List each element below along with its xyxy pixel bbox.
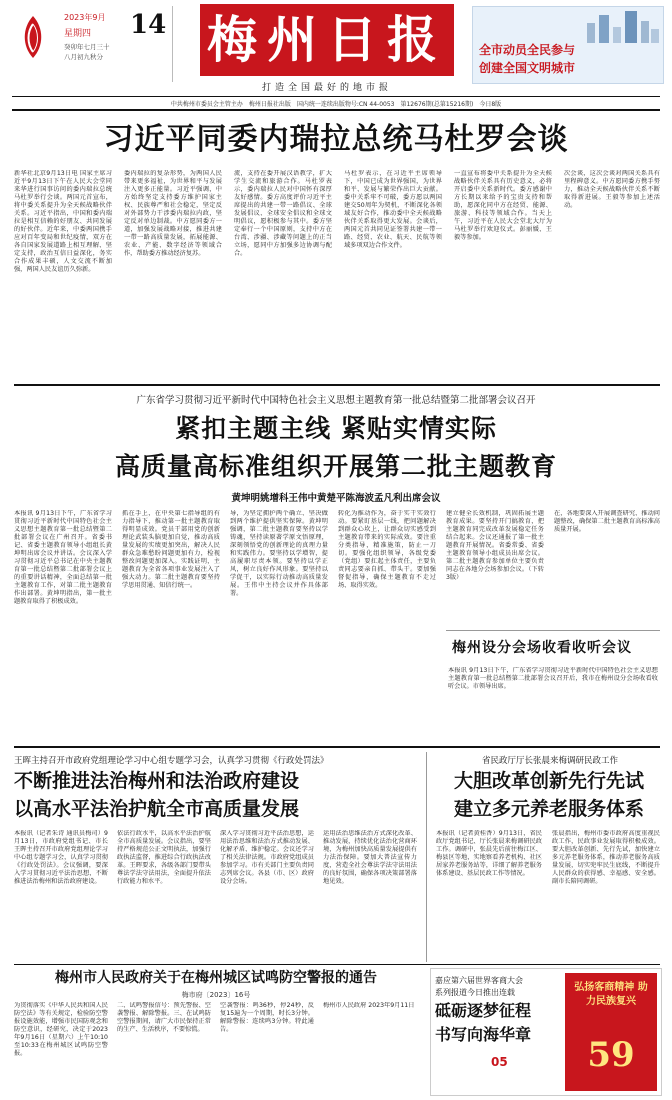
feature-headline-1: 紧扣主题主线 紧贴实情实际 — [175, 414, 497, 443]
hakka-promo-line-3: 砥砺逐梦征程 — [435, 1001, 532, 1020]
elderly-kicker: 省民政厅厅长张晨来梅调研民政工作 — [481, 756, 618, 766]
lead-column: 次会谈，这次会谈对两国关系具有里程碑意义。中方愿同委方携手努力，推动全天候战略伙伴关系不断取得新进展。王毅等参加上述活动。 — [564, 170, 660, 209]
elderly-headline-1: 大胆改革创新先行先试 — [453, 770, 644, 792]
sub-story-headline: 梅州设分会场收看收听会议 — [452, 640, 632, 656]
lead-headline: 习近平同委内瑞拉总统马杜罗会谈 — [103, 122, 569, 157]
notice-doc-number: 梅市府〔2023〕16号 — [181, 991, 251, 999]
feature-column: 导，为坚定拥护两个确立、坚决做到两个维护提供坚实保障。黄坤明强调，第二批主题教育要坚持以学铸魂，坚持读原著学原文悟原理，深刻领悟党的创新理论的真理力量和实践伟力。要坚持以学增智，提高履职尽责本领。要坚持以学正风，树立良好作风形象。要坚持以学促干，以实际行动推动高质量发展。王伟中主持会议并作具体部署。 — [230, 510, 328, 597]
civilization-promo — [472, 6, 664, 84]
badge-text: 弘扬客商精神 助力民族复兴 — [574, 982, 648, 1007]
promo-line-1: 全市动员全民参与 — [479, 43, 576, 57]
notice-headline: 梅州市人民政府关于在梅州城区试鸣防空警报的通告 — [55, 970, 377, 986]
lead-column: 流，支持在委开展汉语教学，扩大学生交流和旅游合作。马杜罗表示，委内瑞拉人民对中国怀有深厚友好感情。委方高度评价习近平主席提出的共建一带一路倡议、全球发展倡议、全球安全倡议和全球文明倡议，愿积极参与其中。委方坚定奉行一个中国原则，支持中方在台湾、涉疆、涉藏等问题上的正当立场，愿同中方加强多边协调与配合。 — [234, 170, 332, 257]
newspaper-title: 梅州日报 — [207, 10, 447, 69]
page-number: 14 — [130, 10, 167, 40]
hakka-badge — [565, 973, 657, 1091]
lunar-date: 癸卯年七月三十 — [64, 43, 110, 51]
elderly-column: 本报讯（记者黄桂香）9月13日，省民政厅党组书记、厅长张晨来梅调研民政工作。调研中，张晨先后前往梅江区、梅县区等地，实地察看养老机构、社区居家养老服务站等，详细了解养老服务体系建设、基层民政工作等情况。 — [436, 830, 542, 877]
promo-line-2: 创建全国文明城市 — [479, 61, 576, 75]
logo-emblem — [16, 12, 50, 62]
legal-column: 深入学习贯彻习近平法治思想，运用法治思维和法治方式推动发展、化解矛盾、维护稳定。会议还学习了相关法律法规。市政府党组成员参加学习。市有关部门主要负责同志列席会议。各县（市、区）政府设分会场。 — [220, 830, 314, 885]
feature-subhead: 黄坤明姚增科王伟中黄楚平陈海波孟凡利出席会议 — [231, 493, 441, 504]
slogan: 打造全国最好的地市报 — [261, 83, 392, 93]
feature-article — [14, 510, 660, 740]
notice-column: 空袭警报：鸣36秒，停24秒，反复15遍为一个周期，时长3分钟。解除警报：连续鸣3分钟。特此通告。 — [220, 1002, 314, 1033]
notice-column: 二、试鸣警报信号：预先警报、空袭警报、解除警报。三、在试鸣防空警报期间，请广大市民保持正常的生产、生活秩序，不要惊慌。 — [117, 1002, 211, 1033]
legal-headline-1: 不断推进法治梅州和法治政府建设 — [14, 770, 300, 792]
legal-column: 运用法治思维法治方式深化改革、推动发展，持续优化法治化营商环境，为梅州加快高质量发展提供有力法治保障。要加大普法宣传力度，营造全社会尊法学法守法用法的良好氛围，确保各项决策部署落地见效。 — [323, 830, 417, 885]
badge-number: 59 — [587, 1035, 635, 1075]
hakka-promo — [430, 968, 662, 1096]
lead-article — [14, 170, 660, 374]
feature-kicker: 广东省学习贯彻习近平新时代中国特色社会主义思想主题教育第一批总结暨第二批部署会议召开 — [136, 395, 536, 406]
hakka-promo-line-4: 书写向海华章 — [435, 1025, 532, 1044]
lead-column: 马杜罗表示，在习近平主席领导下，中国已成为世界强国，为世界和平、发展与繁荣作出巨大贡献。委中关系牢不可破，委方愿以两国建交50周年为契机，不断深化各领域友好合作，推动委中全天候战略伙伴关系取得更大发展。会谈后，两国元首共同见证签署共建一带一路、经贸、农业、航天、民航等领域多项双边合作文件。 — [344, 170, 442, 249]
city-skyline-icon — [583, 9, 661, 43]
hakka-promo-line-1: 嘉应第六届世界客商大会 — [435, 976, 523, 985]
sub-story-box — [446, 630, 660, 741]
legal-article — [14, 830, 418, 960]
notice-column: 为贯彻落实《中华人民共和国人民防空法》等有关规定，检验防空警报设施效能，增强市民国防观念和防空意识，经研究，决定于2023年9月16日（星期六）上午10:10至10:33在梅州城区试鸣防空警报。 — [14, 1002, 108, 1057]
feature-column: 抓在手上，在中央第七指导组的有力指导下，推动第一批主题教育取得明显成效。党员干部用党的创新理论武装头脑更加自觉，推动高质量发展的实绩更加突出，解决人民群众急难愁盼问题更加有力，检视整改问题更加深入。实践证明，主题教育为全省各项事业发展注入了强大动力。第二批主题教育要坚持学思用贯通、知信行统一。 — [122, 510, 220, 589]
sub-story-text: 本报讯 9月13日下午，广东省学习贯彻习近平新时代中国特色社会主义思想主题教育第一批总结暨第二批部署会议召开后，我市在梅州设分会场收看收听会议。市领导出席。 — [448, 667, 658, 690]
feature-column: 转化为推动作为，奋于实干实效行动。要紧盯基层一线，把问题解决到群众心坎上，让群众切实感受到主题教育带来的实际成效。要注重分类指导，精准施策，防止一刀切。要强化组织领导，各级党委（党组）要扛起主体责任，主要负责同志要亲自抓、带头干。要加强督促指导，确保主题教育不走过场、取得实效。 — [338, 510, 436, 589]
legal-kicker: 王晖主持召开市政府党组理论学习中心组专题学习会，认真学习贯彻《行政处罚法》 — [14, 756, 329, 766]
lead-column: 新华社北京9月13日电 国家主席习近平9月13日下午在人民大会堂同来华进行国事访问的委内瑞拉总统马杜罗举行会谈。两国元首宣布，将中委关系提升为全天候战略伙伴关系。习近平指出，中国和委内瑞拉是相互信赖的好朋友、共同发展的好伙伴。近年来，中委两国携手应对百年变局和世纪疫情，双方在各自国家发展道路上相互理解、坚定支持，政治互信日益深化，务实合作成果丰硕，人文交流不断加强，两国人民友谊历久弥新。 — [14, 170, 112, 273]
masthead-info: 中共梅州市委员会主管主办 梅州日报社出版 国内统一连续出版物号:CN 44-0053 第12676期(总第15216期) 今日8版 — [170, 101, 502, 108]
masthead — [0, 0, 672, 112]
elderly-column: 张晨指出，梅州市委市政府高度重视民政工作，民政事业发展取得积极成效。要大胆改革创新、先行先试，加快建立多元养老服务体系，推动养老服务高质量发展，切实兜牢民生底线，不断提升人民群众的获得感、幸福感、安全感。副市长陪同调研。 — [552, 830, 660, 885]
hakka-promo-line-2: 系列报道今日推出连载 — [435, 988, 515, 997]
newspaper-title-box — [200, 4, 454, 76]
lunar-date-2: 八月初九秋分 — [64, 53, 103, 61]
feature-column: 建立健全长效机制，巩固拓展主题教育成果。要坚持开门搞教育，把主题教育同完成改革发展稳定任务结合起来。会议还通报了第一批主题教育开展情况。省委常委、省委主题教育领导小组成员出席会议。第二批主题教育参加单位主要负责同志在各地分会场参加会议。（下转3版） — [446, 510, 544, 581]
feature-column: 在，各地要深入开展调查研究、推动问题整改，确保第二批主题教育高标准高质量开展。 — [554, 510, 660, 533]
notice-column: 梅州市人民政府 2023年9月11日 — [323, 1002, 415, 1009]
lead-column: 委内瑞拉的复杂形势，为两国人民带来更多福祉，为世界和平与发展注入更多正能量。习近平强调，中方始终坚定支持委方维护国家主权、民族尊严和社会稳定，坚定反对外部势力干涉委内瑞拉内政，坚定反对单边制裁。中方愿同委方一道，加强发展战略对接，推进共建一带一路高质量发展，拓展能源、农业、产能、数字经济等领域合作，帮助委方推动经济复苏。 — [124, 170, 222, 257]
elderly-headline-2: 建立多元养老服务体系 — [453, 798, 644, 820]
elderly-article — [436, 830, 660, 960]
date-box — [12, 6, 173, 82]
legal-column: 本报讯（记者朱诗 通讯员梅司）9月13日，市政府党组书记、市长王晖主持召开市政府党组理论学习中心组专题学习会，认真学习贯彻《行政处罚法》。会议强调，要深入学习贯彻习近平法治思想，不断推进法治梅州和法治政府建设。 — [14, 830, 108, 885]
feature-column: 本报讯 9月13日下午，广东省学习贯彻习近平新时代中国特色社会主义思想主题教育第一批总结暨第二批部署会议在广州召开。省委书记、省委主题教育领导小组组长黄坤明出席会议并讲话。会议深入学习贯彻习近平总书记在中央主题教育第一批总结暨第二批部署会议上的重要讲话精神，全面总结第一批主题教育工作，对第二批主题教育作出部署。黄坤明指出，第一批主题教育取得了积极成效。 — [14, 510, 112, 605]
legal-headline-2: 以高水平法治护航全市高质量发展 — [14, 798, 300, 820]
date-line: 2023年9月 — [64, 13, 106, 22]
lead-column: 一直宣布将委中关系提升为全天候战略伙伴关系具有历史意义，必将开启委中关系新时代。委方感谢中方长期以来给予的宝贵支持和帮助，愿深化同中方在经贸、能源、旅游、科技等领域合作。当天上午，习近平在人民大会堂北大厅为马杜罗举行欢迎仪式。彭丽媛、王毅等参加。 — [454, 170, 552, 241]
feature-headline-2: 高质量高标准组织开展第二批主题教育 — [114, 452, 557, 481]
weekday: 星期四 — [64, 29, 92, 39]
legal-column: 依法行政水平，以高水平法治护航全市高质量发展。会议指出，要坚持严格规范公正文明执法，加强行政执法监督，推进综合行政执法改革。王晖要求，各级各部门要带头尊法学法守法用法，全面提升依法行政能力和水平。 — [117, 830, 211, 885]
page-ref: 05 — [491, 1055, 508, 1069]
notice-article — [14, 1002, 418, 1094]
